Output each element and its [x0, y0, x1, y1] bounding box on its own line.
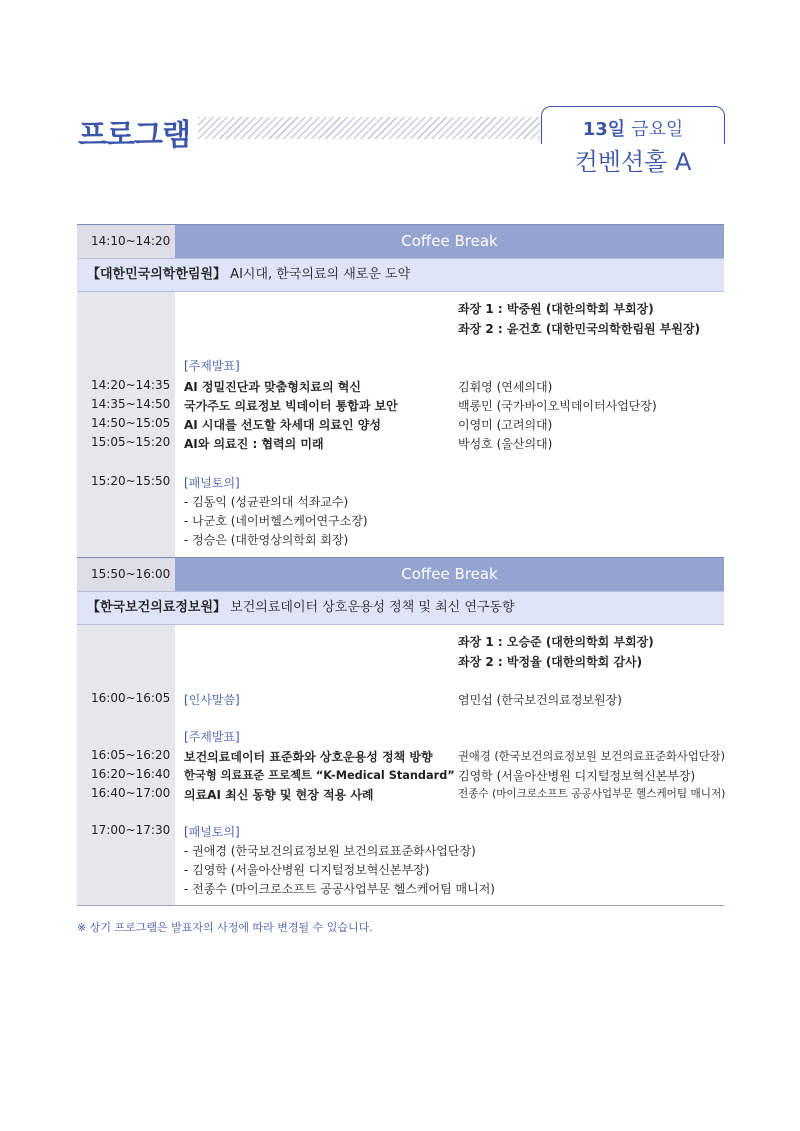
session-title: 보건의료데이터 상호운용성 정책 및 최신 연구동향: [230, 600, 515, 615]
talk-title: AI 정밀진단과 맞춤형치료의 혁신: [184, 380, 361, 394]
talk-title: 의료AI 최신 동향 및 현장 적용 사례: [184, 788, 374, 802]
chair-1: 좌장 1 : 오승준 (대한의학회 부회장): [458, 635, 654, 649]
talk-speaker: 김영학 (서울아산병원 디지털정보혁신본부장): [458, 769, 696, 783]
panelist: - 전종수 (마이크로소프트 공공사업부문 헬스케어팀 매니저): [184, 882, 495, 896]
talk-time: 14:20~14:35: [91, 378, 171, 392]
chair-2: 좌장 2 : 박정율 (대한의학회 감사): [458, 655, 643, 669]
page-title: 프로그램: [78, 118, 190, 153]
session-org: 【한국보건의료정보원】: [87, 600, 227, 615]
break-time: 15:50~16:00: [77, 558, 175, 591]
talk-time: 16:05~16:20: [91, 748, 171, 762]
talk-speaker: 백롱민 (국가바이오빅데이터사업단장): [458, 399, 657, 413]
session-title: AI시대, 한국의료의 새로운 도약: [230, 267, 411, 282]
talk-time: 14:35~14:50: [91, 397, 171, 411]
panel-time: 15:20~15:50: [91, 474, 171, 488]
talk-speaker: 이영미 (고려의대): [458, 418, 553, 432]
session-header: [77, 591, 724, 624]
chair-2: 좌장 2 : 윤건호 (대한민국의학한림원 부원장): [458, 322, 701, 336]
keynote-tag: [주제발표]: [184, 359, 240, 373]
program-table: [77, 224, 724, 906]
talk-time: 14:50~15:05: [91, 416, 171, 430]
session-body: [77, 291, 724, 557]
talk-time: 16:20~16:40: [91, 767, 171, 781]
greeting-speaker: 염민섭 (한국보건의료정보원장): [458, 693, 622, 707]
break-label: Coffee Break: [401, 565, 498, 583]
date-box: [541, 106, 725, 144]
session-body: [77, 624, 724, 905]
talk-title: AI 시대를 선도할 차세대 의료인 양성: [184, 418, 381, 432]
date-weekday: 금요일: [631, 119, 684, 140]
panel-tag: [패널토의]: [184, 476, 240, 490]
talk-time: 15:05~15:20: [91, 435, 171, 449]
session-header: [77, 258, 724, 291]
time-column: [77, 625, 175, 905]
talk-title: 국가주도 의료정보 빅데이터 통합과 보안: [184, 399, 398, 413]
panelist: - 권애경 (한국보건의료정보원 보건의료표준화사업단장): [184, 844, 476, 858]
venue-label: 컨벤션홀 A: [574, 148, 692, 176]
coffee-break-row: [77, 557, 724, 591]
talk-speaker: 권애경 (한국보건의료정보원 보건의료표준화사업단장): [458, 750, 725, 763]
panel-time: 17:00~17:30: [91, 823, 171, 837]
panelist: - 나군호 (네이버헬스케어연구소장): [184, 514, 368, 528]
session-org: 【대한민국의학한림원】: [87, 267, 227, 282]
talk-speaker: 전종수 (마이크로소프트 공공사업부문 헬스케어팀 매니저): [458, 788, 726, 800]
talk-title: 보건의료데이터 표준화와 상호운용성 정책 방향: [184, 750, 433, 764]
panelist: - 김동익 (성균관의대 석좌교수): [184, 495, 349, 509]
greeting-tag: [인사말씀]: [184, 693, 240, 707]
keynote-tag: [주제발표]: [184, 730, 240, 744]
talk-speaker: 김휘영 (연세의대): [458, 380, 553, 394]
panel-tag: [패널토의]: [184, 825, 240, 839]
greeting-time: 16:00~16:05: [91, 691, 171, 705]
break-label: Coffee Break: [401, 232, 498, 250]
date-day: 13일: [582, 119, 626, 140]
coffee-break-row: [77, 224, 724, 258]
talk-title: 한국형 의료표준 프로젝트 “K-Medical Standard”: [184, 769, 455, 782]
panelist: - 정승은 (대한영상의학회 회장): [184, 533, 349, 547]
footnote: ※ 상기 프로그램은 발표자의 사정에 따라 변경될 수 있습니다.: [77, 921, 373, 934]
panelist: - 김영학 (서울아산병원 디지털정보혁신본부장): [184, 863, 430, 877]
title-hatch-decoration: [198, 117, 540, 139]
talk-speaker: 박성호 (울산의대): [458, 437, 553, 451]
talk-time: 16:40~17:00: [91, 786, 171, 800]
chair-1: 좌장 1 : 박중원 (대한의학회 부회장): [458, 302, 654, 316]
break-time: 14:10~14:20: [77, 225, 175, 258]
talk-title: AI와 의료진 : 협력의 미래: [184, 437, 324, 451]
